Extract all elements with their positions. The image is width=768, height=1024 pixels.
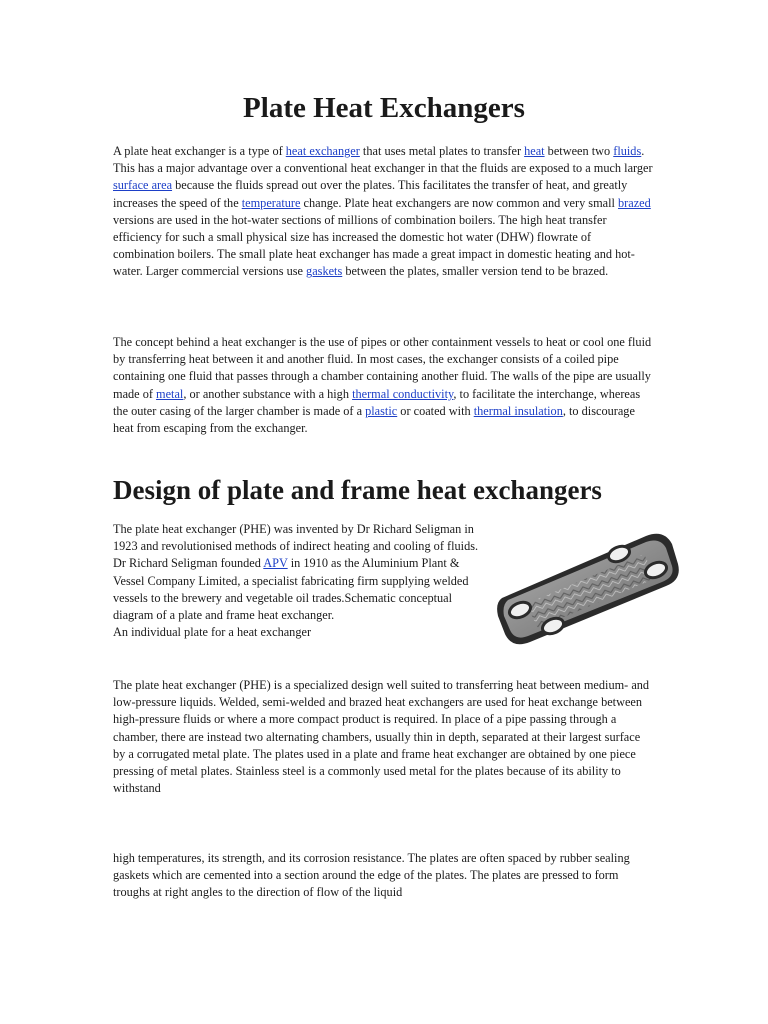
link-apv[interactable]: APV	[263, 556, 288, 571]
link-gaskets[interactable]: gaskets	[306, 264, 343, 279]
intro-paragraph	[113, 143, 655, 281]
link-brazed[interactable]: brazed	[618, 195, 651, 210]
concept-text-3: , to facilitate the interchange, whereas the outer casing of the larger chamber is made of a	[113, 386, 641, 418]
concept-text-1: The concept behind a heat exchanger is the use of pipes or other containment vessels to heat or cool one fluid by transferring heat between it and another fluid. In most cases, the exchanger consists of a coiled pipe containing one fluid that passes through a chamber containing another fluid. The walls of the pipe are usually made of	[113, 335, 652, 401]
link-heat[interactable]: heat	[524, 144, 545, 158]
concept-paragraph	[113, 334, 655, 437]
concept-text-2: , or another substance with a high	[183, 386, 353, 401]
link-thermal-conductivity[interactable]: thermal conductivity	[352, 386, 454, 401]
link-fluids[interactable]: fluids	[613, 144, 642, 158]
design-text-1: The plate heat exchanger (PHE) was invented by Dr Richard Seligman in 1923 and revolutionised methods of indirect heating and cooling of fluids. Dr Richard Seligman founded	[113, 522, 479, 571]
link-temperature[interactable]: temperature	[241, 195, 301, 210]
link-thermal-insulation[interactable]: thermal insulation	[473, 403, 563, 418]
plate-caption: An individual plate for a heat exchanger	[113, 625, 312, 640]
intro-text-4: . This has a major advantage over a conventional heat exchanger in that the fluids are exposed to a much larger	[113, 144, 653, 176]
plate-shape	[497, 534, 679, 644]
link-heat-exchanger[interactable]: heat exchanger	[285, 144, 360, 158]
intro-text-2: that uses metal plates to transfer	[359, 144, 525, 158]
intro-text-1: A plate heat exchanger is a type of	[113, 144, 286, 158]
page-title: Plate Heat Exchangers	[243, 92, 525, 124]
intro-text-6: change. Plate heat exchangers are now common and very small	[300, 195, 619, 210]
intro-text-5: because the fluids spread out over the plates. This facilitates the transfer of heat, and greatly increases the speed of the	[113, 178, 628, 210]
section-heading: Design of plate and frame heat exchangers	[113, 475, 602, 505]
design-text-2: in 1910 as the Aluminium Plant & Vessel Company Limited, a specialist fabricating firm supplying welded vessels to the brewery and vegetable oil trades.Schematic conceptual diagram of a plate and frame heat exchanger.	[113, 556, 469, 623]
intro-text-3: between two	[544, 144, 614, 158]
intro-text-8: between the plates, smaller version tend to be brazed.	[342, 264, 609, 279]
concept-text-4: or coated with	[397, 403, 474, 418]
link-surface-area[interactable]: surface area	[113, 178, 173, 193]
link-plastic[interactable]: plastic	[365, 403, 398, 418]
heat-exchanger-plate-image	[496, 530, 680, 648]
continuation-paragraph: high temperatures, its strength, and its corrosion resistance. The plates are often spaced by rubber sealing gaskets which are cemented into a section around the edge of the plates. The plates are pressed to form troughs at right angles to the direction of flow of the liquid	[113, 851, 630, 900]
intro-text-7: versions are used in the hot-water sections of millions of combination boilers. The high heat transfer efficiency for such a small physical size has increased the domestic hot water (DHW) flowrate of combination boilers. The small plate heat exchanger has made a great impact in domestic heating and hot-water. Larger commercial versions use	[113, 212, 635, 279]
design-paragraph	[113, 521, 481, 641]
concept-text-5: , to discourage heat from escaping from the exchanger.	[113, 403, 635, 436]
link-metal[interactable]: metal	[156, 386, 184, 401]
specialized-paragraph: The plate heat exchanger (PHE) is a specialized design well suited to transferring heat between medium- and low-pressure liquids. Welded, semi-welded and brazed heat exchangers are used for heat exchange between high-pressure fluids or where a more compact product is required. In place of a pipe passing through a chamber, there are instead two alternating chambers, usually thin in depth, separated at their largest surface by a corrugated metal plate. The plates used in a plate and frame heat exchanger are obtained by one piece pressing of metal plates. Stainless steel is a commonly used metal for the plates because of its ability to withstand	[113, 678, 650, 796]
